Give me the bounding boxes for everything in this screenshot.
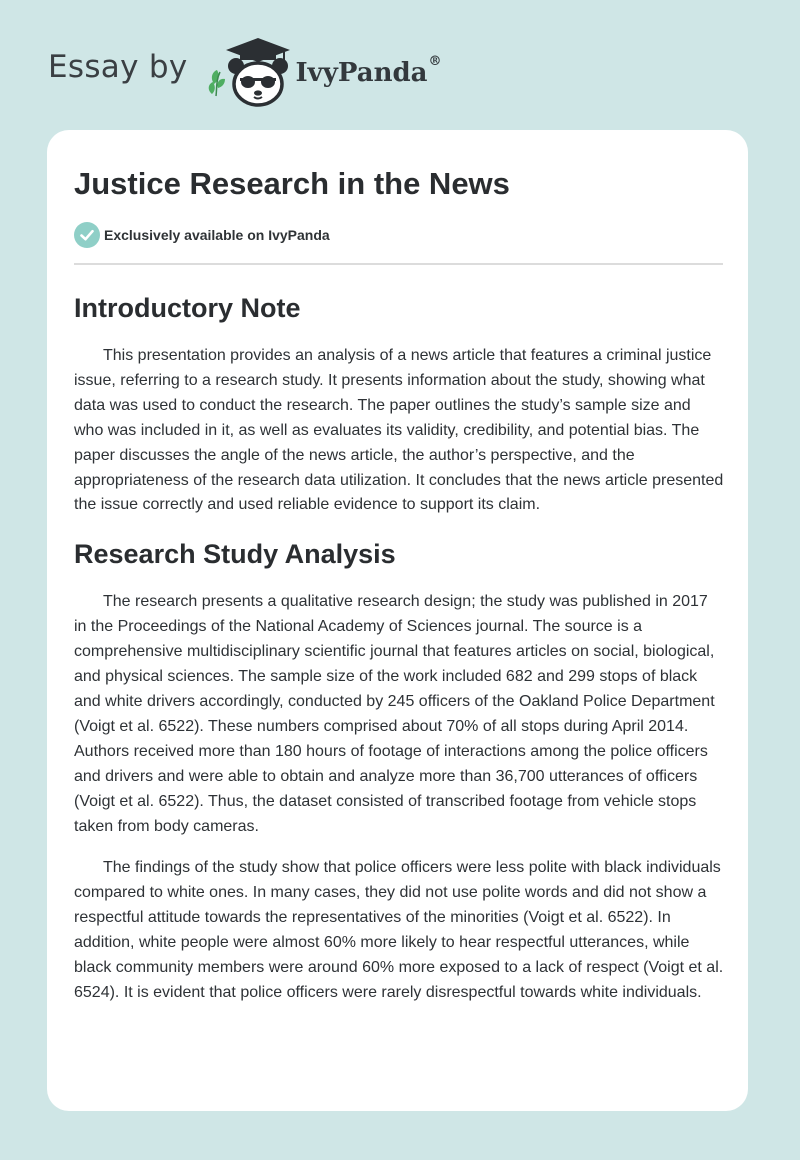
- panda-graduate-icon[interactable]: [202, 30, 294, 110]
- exclusive-badge: [74, 221, 724, 249]
- title-divider: [74, 263, 723, 265]
- check-circle-icon: [74, 222, 100, 248]
- brand-name[interactable]: [295, 54, 442, 88]
- paragraph: This presentation provides an analysis of a news article that features a criminal justice issue, referring to a research study. It presents information about the study, showing what data was used to conduct the research. The paper outlines the study’s sample size and who was included in it, as well as evaluates its validity, credibility, and potential bias. The paper discusses the angle of the news article, the author’s perspective, and the appropriateness of the research data utilization. It concludes that the news article presented the issue correctly and used reliable evidence to support its claim.: [74, 347, 724, 514]
- section-heading-introductory-note: Introductory Note: [74, 293, 301, 323]
- paragraph: The findings of the study show that police officers were less polite with black individuals compared to white ones. In many cases, they did not use polite words and did not show a respectful attitude towards the representatives of the minorities (Voigt et al. 6522). In addition, white people were almost 60% more likely to hear respectful utterances, while black community members were around 60% more exposed to a lack of respect (Voigt et al. 6524). It is evident that police officers were rarely disrespectful towards white individuals.: [74, 859, 724, 1001]
- paragraph: The research presents a qualitative research design; the study was published in 2017 in the Proceedings of the National Academy of Sciences journal. The source is a comprehensive multidisciplinary scientific journal that features articles on social, biological, and physical sciences. The sample size of the work included 682 and 299 stops of black and white drivers accordingly, conducted by 245 officers of the Oakland Police Department (Voigt et al. 6522). These numbers comprised about 70% of all stops during April 2014. Authors received more than 180 hours of footage of interactions among the police officers and drivers and were able to obtain and analyze more than 36,700 utterances of officers (Voigt et al. 6522). Thus, the dataset consisted of transcribed footage from vehicle stops taken from body cameras.: [74, 593, 715, 835]
- article-title: Justice Research in the News: [74, 166, 510, 201]
- brand-name-text: IvyPanda: [295, 58, 428, 88]
- article-content: [74, 164, 724, 1006]
- essay-by-label: Essay by: [48, 49, 188, 85]
- section-heading-research-study-analysis: Research Study Analysis: [74, 539, 396, 570]
- article-card: [47, 130, 748, 1111]
- registered-mark: ®: [428, 54, 442, 69]
- site-header: [48, 30, 442, 110]
- exclusive-badge-text: Exclusively available on IvyPanda: [104, 227, 330, 243]
